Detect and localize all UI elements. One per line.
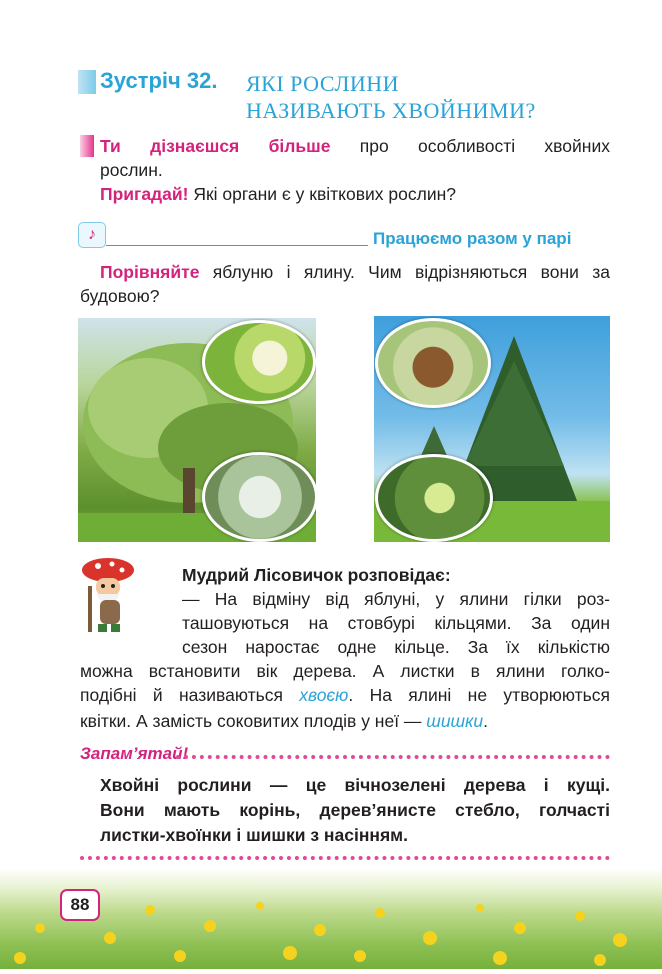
story-line: — На відміну від яблуні, у ялини гілки роз- [182, 589, 610, 609]
intro-marker [80, 135, 94, 157]
page-number: 88 [60, 889, 100, 921]
remember-line: листки-хвоїнки і шишки з насінням. [100, 825, 408, 845]
learn-line [100, 134, 610, 158]
story-line: можна встановити вік дерева. А листки в ялини голко- [80, 661, 610, 681]
story-text: . На ялині не утворюються [348, 685, 610, 705]
lesson-marker [78, 70, 96, 94]
pair-work-rule [106, 245, 368, 246]
lesson-number: Зустріч 32. [100, 68, 218, 93]
pair-work-icon: ♪ [78, 222, 106, 248]
pair-task [80, 260, 610, 308]
recall-bold: Пригадай! [100, 184, 189, 204]
story-line: сезон наростає одне кільце. За їх кількістю [182, 637, 610, 657]
spruce-photo [374, 316, 610, 542]
pair-task-rest: яблуню і ялину. Чим відрізняються вони за [199, 262, 610, 282]
remember-line: Хвойні рослини — це вічнозелені дерева і кущі. [100, 775, 610, 795]
apple-leaves-inset [202, 452, 316, 542]
spruce-needles-inset [375, 454, 493, 542]
story-text: квітки. А замість соковитих плодів у неї — [80, 711, 427, 731]
dandelion-field-illustration [0, 868, 662, 969]
learn-bold: Ти дізнаєшся більше [100, 136, 331, 156]
lesson-title-line2: НАЗИВАЮТЬ ХВОЙНИМИ? [246, 98, 536, 123]
meadow-footer [0, 868, 662, 969]
learn-rest: про особливості хвойних [330, 136, 610, 156]
remember-text [100, 773, 610, 848]
story-text: подібні й називаються [80, 685, 300, 705]
story-line: ташовуються на стовбурі кільцями. За один [182, 613, 610, 633]
term-khvoya: хвоєю [299, 685, 349, 705]
story-line [80, 683, 610, 707]
pair-task-line1 [100, 260, 610, 284]
apple-fruit-inset [202, 320, 316, 404]
remember-bottom-dots [80, 856, 610, 860]
pair-work-label: Працюємо разом у парі [373, 229, 572, 248]
story-line [80, 709, 610, 733]
lesson-title-line1: ЯКІ РОСЛИНИ [246, 71, 400, 96]
remember-top-dots [176, 755, 610, 759]
story-heading: Мудрий Лісовичок розповідає: [182, 565, 451, 585]
remember-line: Вони мають корінь, дерев’янисте стебло, голчасті [100, 800, 610, 820]
pair-task-bold: Порівняйте [100, 262, 200, 282]
intro-block [100, 134, 610, 206]
apple-tree-photo [78, 318, 316, 542]
recall-line [100, 182, 610, 206]
lesson-title [246, 70, 536, 124]
term-shyshky: шишки [426, 711, 484, 731]
learn-line-2: рослин. [100, 160, 163, 180]
remember-label: Запам’ятай! [80, 744, 189, 763]
recall-rest: Які органи є у квіткових рослин? [188, 184, 457, 204]
pair-task-line2: будовою? [80, 286, 160, 306]
story-text: . [483, 711, 488, 731]
spruce-cones-inset [375, 318, 491, 408]
story-block [80, 563, 610, 733]
